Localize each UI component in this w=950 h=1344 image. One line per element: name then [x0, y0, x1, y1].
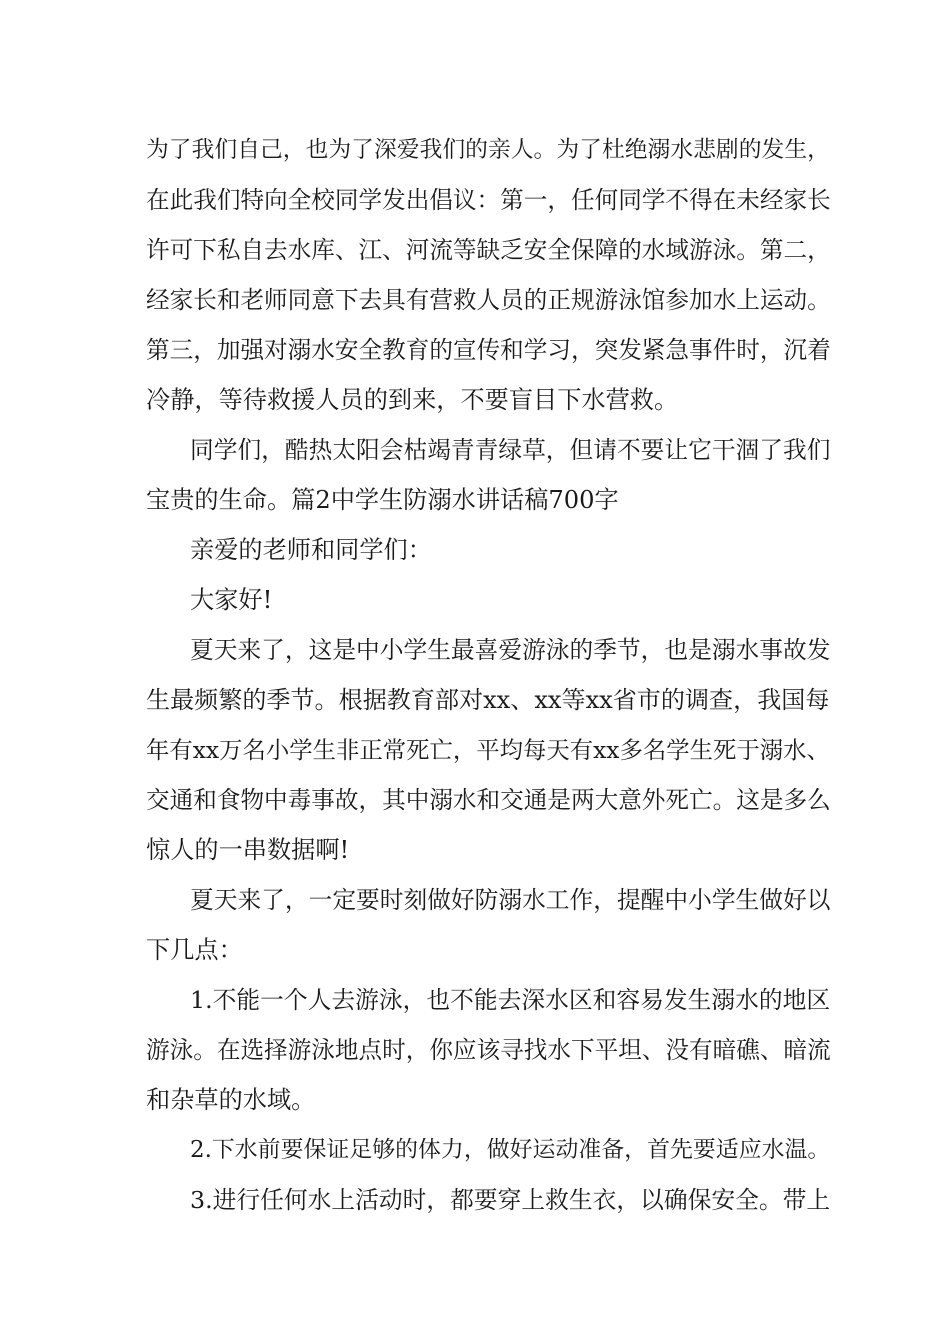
- text-line: 夏天来了，一定要时刻做好防溺水工作，提醒中小学生做好以: [190, 886, 831, 914]
- text-line: 宝贵的生命。篇2中学生防溺水讲话稿700字: [146, 486, 619, 514]
- text-line: 亲爱的老师和同学们：: [190, 536, 432, 564]
- text-line: 游泳。在选择游泳地点时，你应该寻找水下平坦、没有暗礁、暗流: [146, 1036, 831, 1064]
- text-line: 许可下私自去水库、江、河流等缺乏安全保障的水域游泳。第二，: [146, 236, 831, 264]
- text-line: 惊人的一串数据啊!: [146, 836, 350, 864]
- text-line: 1.不能一个人去游泳，也不能去深水区和容易发生溺水的地区: [190, 986, 831, 1014]
- text-line: 在此我们特向全校同学发出倡议：第一，任何同学不得在未经家长: [146, 186, 831, 214]
- text-line: 交通和食物中毒事故，其中溺水和交通是两大意外死亡。这是多么: [146, 786, 831, 814]
- text-line: 冷静，等待救援人员的到来，不要盲目下水营救。: [146, 386, 679, 414]
- text-line: 3.进行任何水上活动时，都要穿上救生衣，以确保安全。带上: [190, 1186, 831, 1214]
- text-line: 经家长和老师同意下去具有营救人员的正规游泳馆参加水上运动。: [146, 286, 831, 314]
- text-line: 2.下水前要保证足够的体力，做好运动准备，首先要适应水温。: [190, 1137, 831, 1163]
- text-line: 年有xx万名小学生非正常死亡，平均每天有xx多名学生死于溺水、: [146, 736, 830, 764]
- text-line: 同学们，酷热太阳会枯竭青青绿草，但请不要让它干涸了我们: [190, 436, 831, 464]
- text-line: 第三，加强对溺水安全教育的宣传和学习，突发紧急事件时，沉着: [146, 336, 831, 364]
- text-line: 为了我们自己，也为了深爱我们的亲人。为了杜绝溺水悲剧的发生，: [146, 137, 830, 163]
- text-line: 大家好!: [190, 586, 273, 614]
- text-line: 生最频繁的季节。根据教育部对xx、xx等xx省市的调查，我国每: [146, 686, 830, 714]
- text-line: 下几点：: [146, 936, 243, 964]
- text-line: 和杂草的水域。: [146, 1086, 316, 1114]
- text-line: 夏天来了，这是中小学生最喜爱游泳的季节，也是溺水事故发: [190, 636, 831, 664]
